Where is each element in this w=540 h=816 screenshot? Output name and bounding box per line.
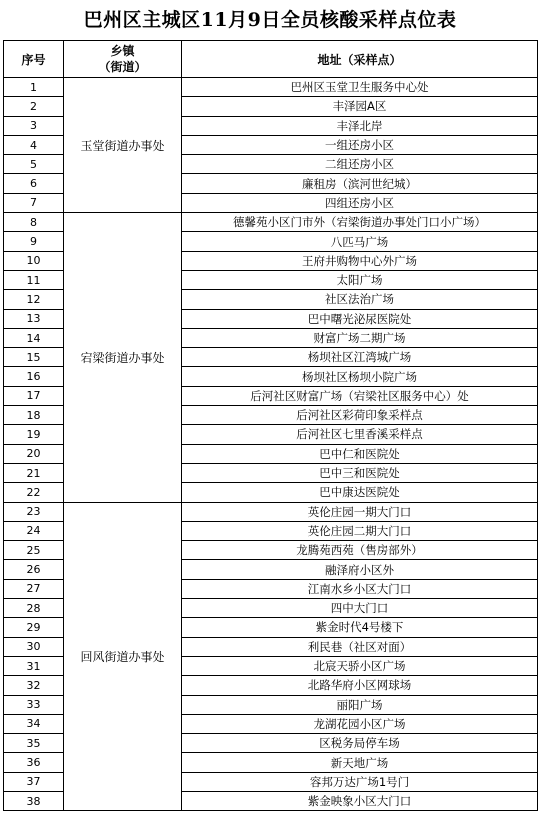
row-number: 22 <box>4 483 64 502</box>
row-number: 26 <box>4 560 64 579</box>
sampling-sites-table <box>3 40 538 811</box>
row-number: 10 <box>4 251 64 270</box>
sampling-site-address: 四中大门口 <box>182 599 538 618</box>
row-number: 36 <box>4 753 64 772</box>
sampling-site-address: 后河社区七里香溪采样点 <box>182 425 538 444</box>
row-number: 35 <box>4 734 64 753</box>
sampling-site-address: 巴州区玉堂卫生服务中心处 <box>182 78 538 97</box>
sampling-site-address: 北宸天骄小区广场 <box>182 656 538 675</box>
row-number: 30 <box>4 637 64 656</box>
sampling-site-address: 北路华府小区网球场 <box>182 676 538 695</box>
header-address: 地址（采样点） <box>182 41 538 78</box>
sampling-site-address: 区税务局停车场 <box>182 734 538 753</box>
row-number: 19 <box>4 425 64 444</box>
sampling-site-address: 八匹马广场 <box>182 232 538 251</box>
row-number: 17 <box>4 386 64 405</box>
row-number: 32 <box>4 676 64 695</box>
row-number: 38 <box>4 791 64 810</box>
table-body <box>4 78 538 811</box>
sampling-site-address: 利民巷（社区对面） <box>182 637 538 656</box>
row-number: 31 <box>4 656 64 675</box>
street-office-cell: 宕梁街道办事处 <box>64 213 182 502</box>
sampling-site-address: 融泽府小区外 <box>182 560 538 579</box>
row-number: 13 <box>4 309 64 328</box>
sampling-site-address: 龙腾苑西苑（售房部外） <box>182 541 538 560</box>
row-number: 25 <box>4 541 64 560</box>
sampling-site-address: 一组还房小区 <box>182 135 538 154</box>
sampling-site-address: 紫金时代4号楼下 <box>182 618 538 637</box>
row-number: 16 <box>4 367 64 386</box>
sampling-site-address: 巴中仁和医院处 <box>182 444 538 463</box>
row-number: 21 <box>4 463 64 482</box>
header-town <box>64 41 182 78</box>
row-number: 18 <box>4 406 64 425</box>
sampling-site-address: 江南水乡小区大门口 <box>182 579 538 598</box>
table-row <box>4 502 538 521</box>
row-number: 9 <box>4 232 64 251</box>
header-town-line1: 乡镇 <box>110 44 135 58</box>
row-number: 5 <box>4 155 64 174</box>
sampling-site-address: 丰泽园A区 <box>182 97 538 116</box>
sampling-site-address: 容邦万达广场1号门 <box>182 772 538 791</box>
page-title: 巴州区主城区11月9日全员核酸采样点位表 <box>83 9 457 31</box>
sampling-site-address: 英伦庄园一期大门口 <box>182 502 538 521</box>
row-number: 12 <box>4 290 64 309</box>
row-number: 7 <box>4 193 64 212</box>
table-row <box>4 78 538 97</box>
sampling-site-address: 太阳广场 <box>182 270 538 289</box>
street-office-cell: 玉堂街道办事处 <box>64 78 182 213</box>
sampling-site-address: 财富广场二期广场 <box>182 328 538 347</box>
sampling-site-address: 后河社区财富广场（宕梁社区服务中心）处 <box>182 386 538 405</box>
sampling-site-address: 丽阳广场 <box>182 695 538 714</box>
sampling-site-address: 王府井购物中心外广场 <box>182 251 538 270</box>
sampling-site-address: 杨坝社区江湾城广场 <box>182 348 538 367</box>
sampling-site-address: 社区法治广场 <box>182 290 538 309</box>
row-number: 6 <box>4 174 64 193</box>
row-number: 27 <box>4 579 64 598</box>
sampling-site-address: 龙湖花园小区广场 <box>182 714 538 733</box>
sampling-site-address: 后河社区彩荷印象采样点 <box>182 406 538 425</box>
row-number: 33 <box>4 695 64 714</box>
sampling-site-address: 丰泽北岸 <box>182 116 538 135</box>
header-number: 序号 <box>4 41 64 78</box>
row-number: 24 <box>4 521 64 540</box>
sampling-site-address: 德馨苑小区门市外（宕梁街道办事处门口小广场） <box>182 213 538 232</box>
sampling-site-address: 巴中康达医院处 <box>182 483 538 502</box>
row-number: 8 <box>4 213 64 232</box>
row-number: 34 <box>4 714 64 733</box>
row-number: 14 <box>4 328 64 347</box>
row-number: 29 <box>4 618 64 637</box>
row-number: 20 <box>4 444 64 463</box>
row-number: 23 <box>4 502 64 521</box>
row-number: 37 <box>4 772 64 791</box>
sampling-site-address: 杨坝社区杨坝小院广场 <box>182 367 538 386</box>
row-number: 1 <box>4 78 64 97</box>
row-number: 11 <box>4 270 64 289</box>
row-number: 15 <box>4 348 64 367</box>
sampling-site-address: 四组还房小区 <box>182 193 538 212</box>
table-row <box>4 213 538 232</box>
sampling-site-address: 巴中曙光泌尿医院处 <box>182 309 538 328</box>
sampling-site-address: 廉租房（滨河世纪城） <box>182 174 538 193</box>
street-office-cell: 回风街道办事处 <box>64 502 182 811</box>
row-number: 2 <box>4 97 64 116</box>
table-header-row <box>4 41 538 78</box>
sampling-site-address: 二组还房小区 <box>182 155 538 174</box>
row-number: 28 <box>4 599 64 618</box>
header-town-line2: （街道） <box>98 60 147 74</box>
sampling-site-address: 新天地广场 <box>182 753 538 772</box>
sampling-site-address: 紫金映象小区大门口 <box>182 791 538 810</box>
row-number: 4 <box>4 135 64 154</box>
sampling-site-address: 英伦庄园二期大门口 <box>182 521 538 540</box>
sampling-site-address: 巴中三和医院处 <box>182 463 538 482</box>
row-number: 3 <box>4 116 64 135</box>
